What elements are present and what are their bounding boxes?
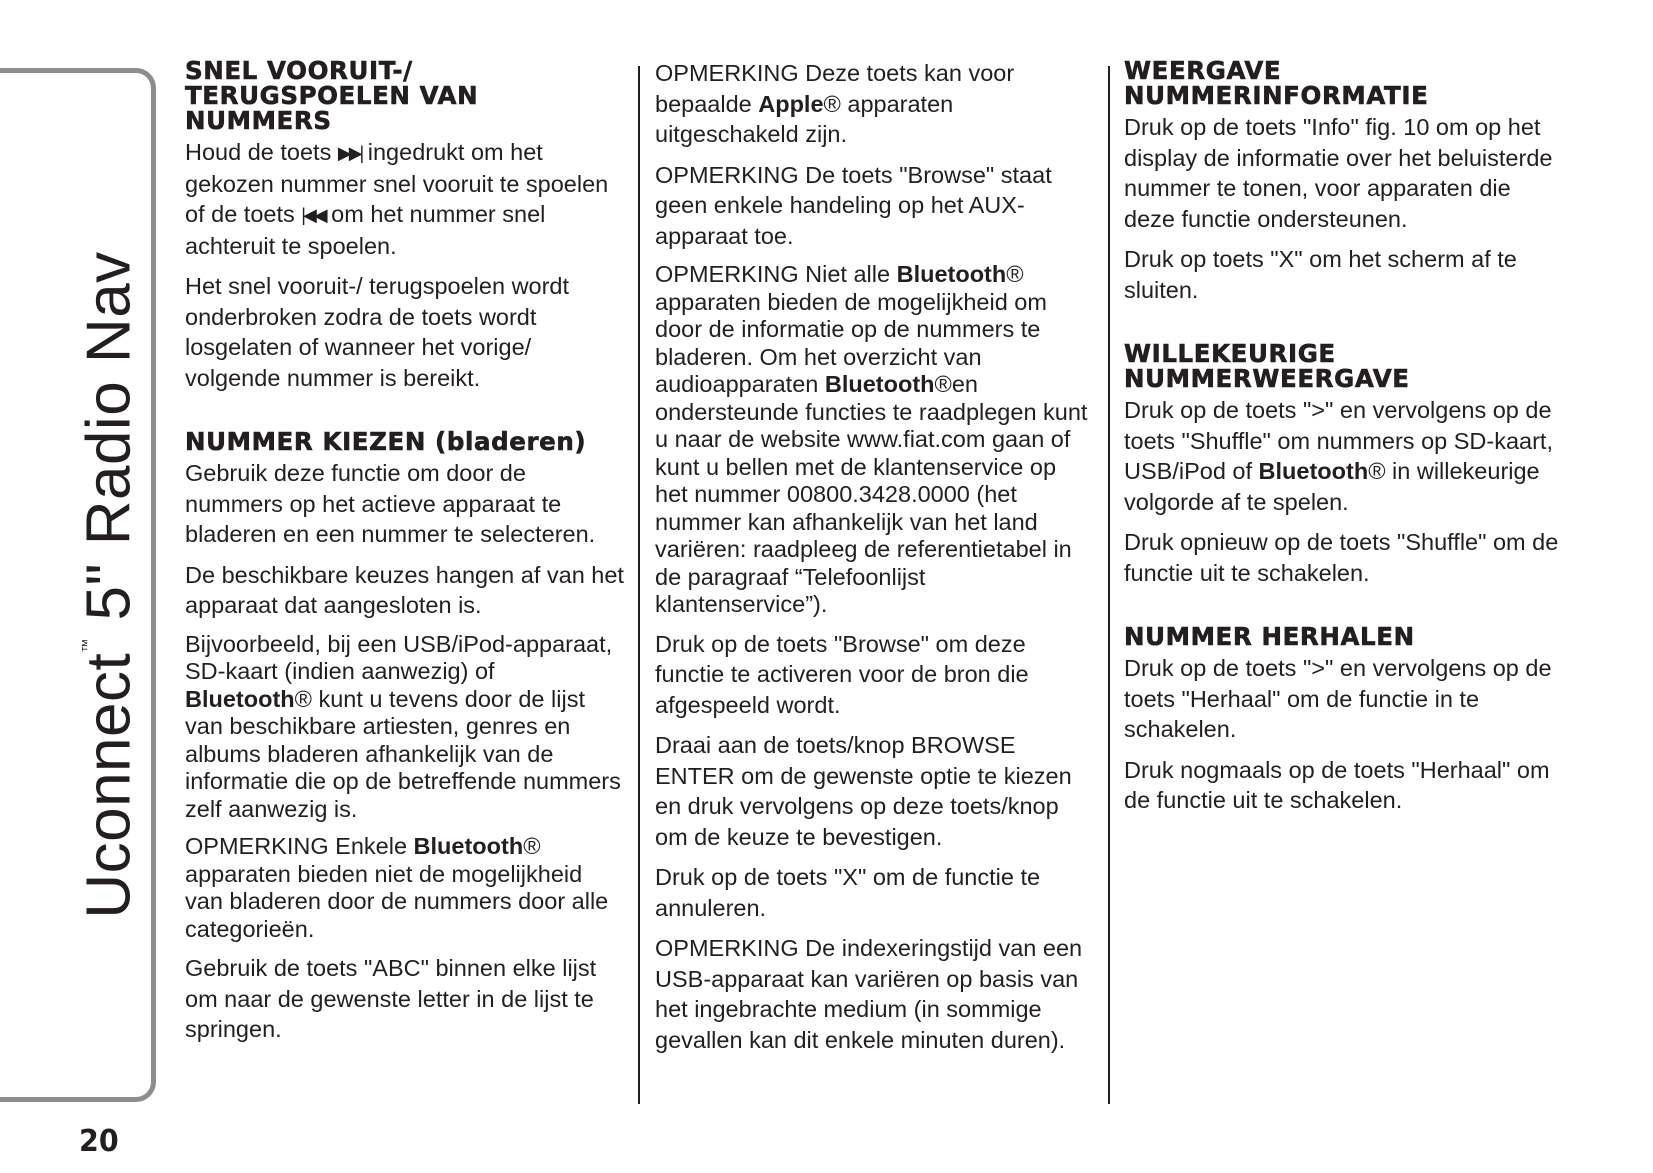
- column-3: [1124, 58, 1564, 826]
- chapter-title-main: Uconnect: [74, 652, 144, 919]
- heading-select-track: NUMMER KIEZEN (bladeren): [185, 427, 587, 456]
- note-paragraph: OPMERKING De indexeringstijd van een USB-apparaat kan variëren op basis van het ingebrachte medium (in sommige gevallen kan dit enkele minuten duren).: [655, 935, 1083, 1053]
- paragraph: De beschikbare keuzes hangen af van het apparaat dat aangesloten is.: [185, 561, 624, 618]
- paragraph: Bijvoorbeeld, bij een USB/iPod-apparaat, SD-kaart (indien aanwezig) of Bluetooth® kunt u tevens door de lijst van beschikbare artiesten, genres en albums bladeren afhankelijk van de informatie die op de betreffende nummers zelf aanwezig is.: [185, 630, 621, 822]
- chapter-title-rest: 5" Radio Nav: [74, 251, 144, 639]
- column-1: [185, 58, 625, 1055]
- heading-fast-forward-rewind: SNEL VOORUIT-/ TERUGSPOELEN VAN NUMMERS: [185, 56, 479, 135]
- paragraph: Druk opnieuw op de toets "Shuffle" om de functie uit te schakelen.: [1124, 529, 1559, 586]
- paragraph: Gebruik de toets "ABC" binnen elke lijst om naar de gewenste letter in de lijst te springen.: [185, 955, 597, 1042]
- column-2: [655, 58, 1095, 1065]
- paragraph: Houd de toets ▶▶| ingedrukt om het gekozen nummer snel vooruit te spoelen of de toets |◀◀ om het nummer snel achteruit te spoelen.: [185, 139, 609, 259]
- heading-track-info: WEERGAVE NUMMERINFORMATIE: [1124, 56, 1429, 110]
- paragraph: Het snel vooruit-/ terugspoelen wordt onderbroken zodra de toets wordt losgelaten of wanneer het vorige/ volgende nummer is bereikt.: [185, 273, 570, 391]
- column-divider-2: [1108, 66, 1110, 1104]
- note-paragraph: OPMERKING Enkele Bluetooth® apparaten bieden niet de mogelijkheid van bladeren door de nummers door alle categorieën.: [185, 833, 609, 942]
- note-paragraph: OPMERKING Deze toets kan voor bepaalde Apple® apparaten uitgeschakeld zijn.: [655, 60, 1015, 147]
- paragraph: Druk op de toets "Info" fig. 10 om op het display de informatie over het beluisterde nummer te tonen, voor apparaten die deze functie ondersteunen.: [1124, 114, 1553, 232]
- trademark-symbol: ™: [78, 638, 95, 653]
- paragraph: Druk op de toets "Browse" om deze functie te activeren voor de bron die afgespeeld wordt.: [655, 630, 1029, 718]
- heading-repeat: NUMMER HERHALEN: [1124, 622, 1415, 651]
- paragraph: Druk op de toets ">" en vervolgens op de toets "Herhaal" om de functie in te schakelen.: [1124, 655, 1552, 742]
- paragraph: Druk op toets "X" om het scherm af te sluiten.: [1124, 246, 1517, 303]
- page-number: 20: [79, 1124, 119, 1159]
- column-divider-1: [638, 66, 640, 1104]
- note-paragraph: OPMERKING De toets "Browse" staat geen enkele handeling op het AUX-apparaat toe.: [655, 161, 1052, 249]
- paragraph: Druk op de toets "X" om de functie te annuleren.: [655, 864, 1041, 921]
- paragraph: Draai aan de toets/knop BROWSE ENTER om de gewenste optie te kiezen en druk vervolgens op deze toets/knop om de keuze te bevestigen.: [655, 732, 1072, 850]
- paragraph: Gebruik deze functie om door de nummers op het actieve apparaat te bladeren en een nummer te selecteren.: [185, 460, 596, 547]
- fast-forward-icon: ▶▶|: [337, 143, 362, 163]
- paragraph: Druk nogmaals op de toets "Herhaal" om de functie uit te schakelen.: [1124, 756, 1550, 813]
- paragraph: Druk op de toets ">" en vervolgens op de toets "Shuffle" om nummers op SD-kaart, USB/iPod of Bluetooth® in willekeurige volgorde af te spelen.: [1124, 397, 1553, 515]
- rewind-icon: |◀◀: [301, 205, 325, 225]
- note-paragraph: OPMERKING Niet alle Bluetooth® apparaten bieden de mogelijkheid om door de informatie op de nummers te bladeren. Om het overzicht van audioapparaten Bluetooth®en ondersteunde functies te raadplegen kunt u naar de website www.fiat.com gaan of kunt u bellen met de klantenservice op het nummer 00800.3428.0000 (het nummer kan afhankelijk van het land variëren: raadpleeg de referentietabel in de paragraaf “Telefoonlijst klantenservice”).: [655, 261, 1088, 617]
- heading-shuffle: WILLEKEURIGE NUMMERWEERGAVE: [1124, 339, 1410, 393]
- chapter-title: [74, 251, 145, 918]
